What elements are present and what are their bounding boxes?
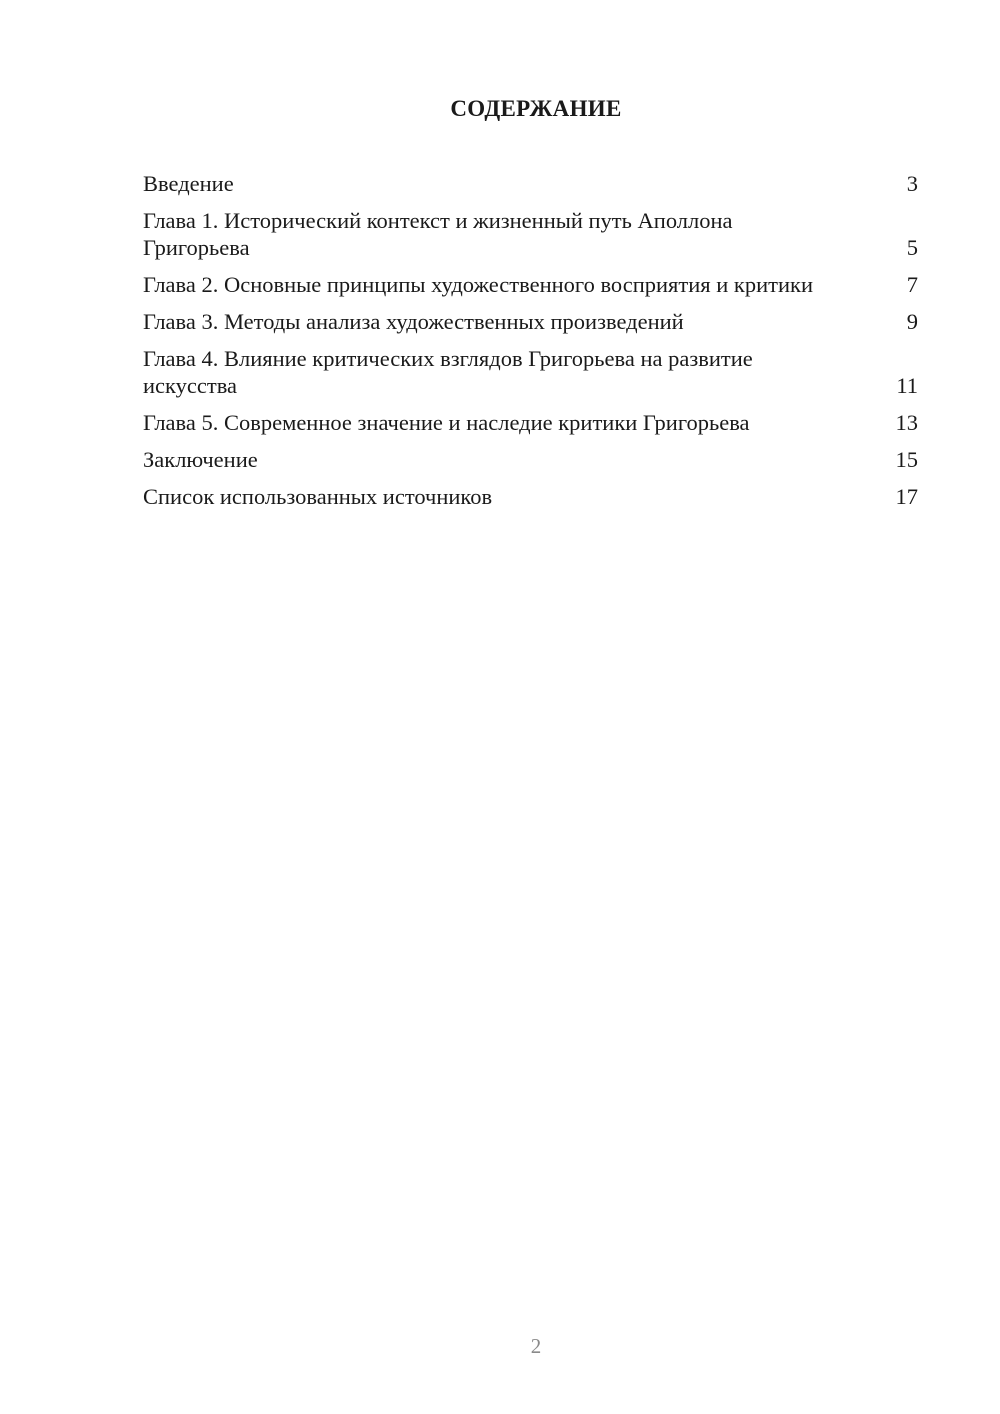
page-number: 2 [530,1334,542,1358]
toc-item-introduction[interactable] [143,170,918,197]
toc-item-page: 11 [896,373,918,398]
toc-title: СОДЕРЖАНИЕ [450,96,622,121]
toc-item-page: 5 [906,235,918,260]
toc-item-page: 9 [906,309,918,334]
toc-item-title: Список использованных источников [143,484,493,509]
toc-item-chapter-2[interactable] [143,271,918,298]
toc-item-title: Глава 5. Современное значение и наследие критики Григорьева [143,410,750,435]
toc-item-chapter-4[interactable] [143,345,918,399]
toc-item-page: 17 [895,484,918,509]
toc-item-title: Введение [143,171,234,196]
toc-item-title: Глава 2. Основные принципы художественного восприятия и критики [143,272,813,297]
toc-item-page: 3 [906,171,918,196]
toc-item-title: Глава 1. Исторический контекст и жизненный путь Аполлона Григорьева [143,208,733,260]
toc-item-page: 15 [895,447,918,472]
toc-item-chapter-3[interactable] [143,308,918,335]
toc-item-page: 13 [895,410,918,435]
table-of-contents [143,170,918,520]
toc-item-chapter-1[interactable] [143,207,918,261]
toc-item-chapter-5[interactable] [143,409,918,436]
toc-item-page: 7 [906,272,918,297]
toc-item-references[interactable] [143,483,918,510]
toc-item-title: Глава 4. Влияние критических взглядов Григорьева на развитие искусства [143,346,753,398]
toc-item-conclusion[interactable] [143,446,918,473]
toc-item-title: Заключение [143,447,258,472]
toc-item-title: Глава 3. Методы анализа художественных произведений [143,309,684,334]
